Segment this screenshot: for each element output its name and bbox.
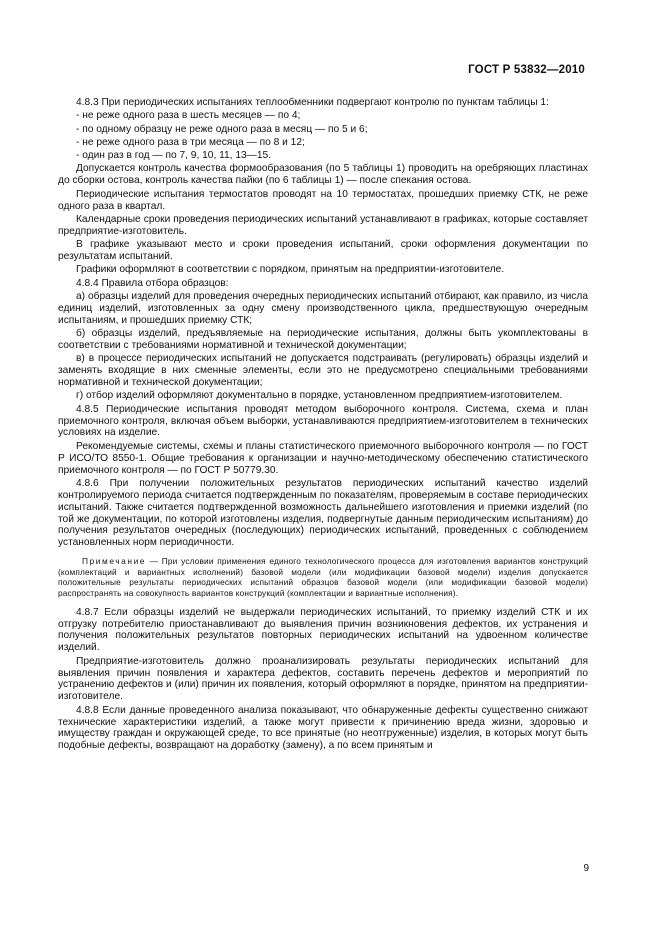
paragraph: в) в процессе периодических испытаний не допускается подстраивать (регулировать) образцы изделий и заменять входящие в них сменные элементы, если это не предусмотрено специальными требованиями нормативной и технической документации; — [58, 353, 588, 389]
paragraph: Календарные сроки проведения периодических испытаний устанавливают в графиках, которые составляет предприятие-изготовитель. — [58, 213, 588, 237]
document-id: ГОСТ Р 53832—2010 — [468, 64, 585, 76]
paragraph: 4.8.8 Если данные проведенного анализа показывают, что обнаруженные дефекты существенно снижают технические характеристики изделий, а также могут привести к причинению вреда жизни, здоровью и имуществу граждан и окружающей среде, то все принятые (но неотгруженные) изделия, в которых могут быть подобные дефекты, возвращают на доработку (замену), а по всем принятым и — [58, 704, 588, 752]
paragraph: б) образцы изделий, предъявляемые на периодические испытания, должны быть укомплектованы в соответствии с требованиями нормативной и технической документации; — [58, 328, 588, 351]
paragraph: 4.8.4 Правила отбора образцов: — [76, 277, 229, 289]
page-number: 9 — [583, 863, 589, 874]
paragraph: Предприятие-изготовитель должно проанализировать результаты периодических испытаний для выявления причин появления и характера дефектов, составить перечень дефектов и мероприятий по устранению дефектов и (или) причин их появления, который оформляют в порядке, принятом на предприятии-изготовителе. — [58, 655, 588, 703]
note-label: Примечание — [82, 556, 147, 567]
note — [58, 556, 588, 598]
list-item: - по одному образцу не реже одного раза в месяц — по 5 и 6; — [76, 123, 368, 135]
paragraph: г) отбор изделий оформляют документально в порядке, установленном предприятием-изготовителем. — [76, 390, 563, 402]
list-item: - не реже одного раза в шесть месяцев — по 4; — [76, 110, 301, 122]
paragraph: Графики оформляют в соответствии с порядком, принятым на предприятии-изготовителе. — [76, 264, 505, 276]
paragraph: В графике указывают место и сроки проведения испытаний, сроки оформления документации по результатам испытаний. — [58, 239, 588, 262]
list-item: - один раз в год — по 7, 9, 10, 11, 13—15. — [76, 150, 272, 162]
paragraph: 4.8.7 Если образцы изделий не выдержали периодических испытаний, то приемку изделий СТК и их отгрузку потребителю приостанавливают до выявления причин возникновения дефектов, их устранения и получения положительных результатов повторных периодических испытаний на удвоенном количестве изделий. — [58, 606, 588, 654]
paragraph: 4.8.6 При получении положительных результатов периодических испытаний качество изделий контролируемого периода считается подтвержденным по показателям, проверяемым в составе периодических испытаний. Также считается подтвержденной возможность дальнейшего изготовления и приемки изделий (по той же документации, по которой изготовлены изделия, подвергнутые данным периодическим испытаниям) до получения результатов очередных (последующих) периодических испытаний, проведенных с соблюдением установленных норм периодичности. — [58, 477, 588, 549]
paragraph: Рекомендуемые системы, схемы и планы статистического приемочного выборочного контроля — по ГОСТ Р ИСО/ТО 8550-1. Общие требования к организации и научно-методическому обеспечению статистического приемочного контроля — по ГОСТ Р 50779.30. — [58, 440, 588, 476]
paragraph: 4.8.5 Периодические испытания проводят методом выборочного контроля. Система, схема и план приемочного контроля, включая объем выборки, устанавливаются предприятием-изготовителем в технических условиях на изделие. — [58, 403, 588, 439]
paragraph: Периодические испытания термостатов проводят на 10 термостатах, прошедших приемку СТК, не реже одного раза в квартал. — [58, 188, 588, 212]
note-text: — При условии применения единого технологического процесса для изготовления вариантов конструкций (комплектаций и вариантных исполнений) базовой модели (или модификации базовой модели) изделия допускается положительные результаты периодических испытаний образцов базовой модели (или модификации базовой модели) распространять на совокупность вариантов конструкций (комплектации и вариантные исполнения). — [58, 556, 588, 599]
paragraph: а) образцы изделий для проведения очередных периодических испытаний отбирают, как правило, из числа единиц изделий, изготовленных за одну смену производственного цикла, предшествующую очередным испытаниям, и прошедших приемку СТК; — [58, 290, 588, 326]
list-item: - не реже одного раза в три месяца — по 8 и 12; — [76, 136, 305, 148]
document-body — [58, 97, 588, 754]
paragraph: 4.8.3 При периодических испытаниях теплообменники подвергают контролю по пунктам таблицы 1: — [76, 97, 549, 108]
paragraph: Допускается контроль качества формообразования (по 5 таблицы 1) проводить на оребряющих пластинах до сборки остова, контроль качества пайки (по 6 таблицы 1) — после спекания остова. — [58, 163, 588, 187]
